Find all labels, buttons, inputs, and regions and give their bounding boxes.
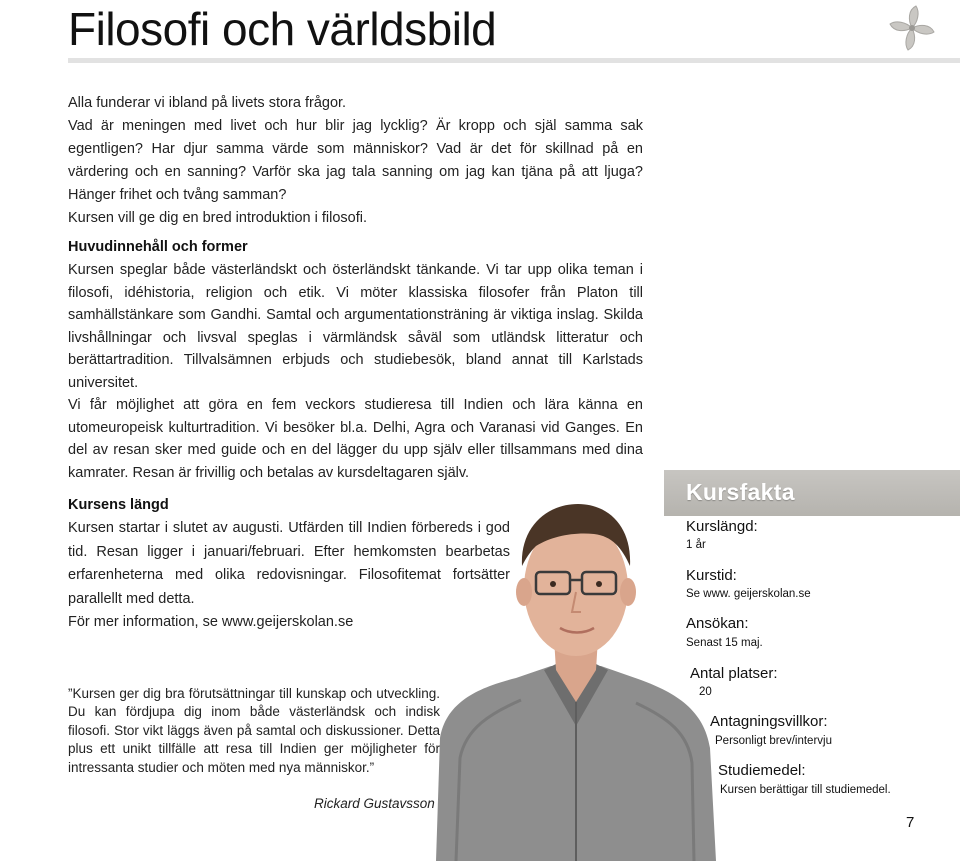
main-paragraph-2: Vi får möjlighet att göra en fem veckors studieresa till Indien och lära känna en utomeuropeisk kulturtradition. Vi besöker bl.a. Delhi, Agra och Varanasi vid Ganges. En del av resan sker med guide och en del lägger du upp själv eller tillsammans med dina kamrater. Resan är frivillig och betalas av kursdeltagaren själv. bbox=[68, 397, 643, 481]
fact-value-kurslangd: 1 år bbox=[686, 539, 706, 551]
intro-line-2: Vad är meningen med livet och hur blir jag lycklig? Är kropp och själ samma sak egentligen? Har djur samma värde som människor? Vad är det för skillnad på en värdering och en sanning? Varför ska jag tala sanning om jag kan tjäna på att ljuga? Hänger frihet och tvång samman? bbox=[68, 118, 643, 203]
section-main-content bbox=[68, 236, 643, 484]
kursfakta-title: Kursfakta bbox=[686, 479, 795, 505]
page-number: 7 bbox=[906, 814, 915, 831]
fact-label-studiemedel: Studiemedel: bbox=[718, 762, 806, 779]
title-divider bbox=[68, 58, 960, 63]
fact-value-kurstid: Se www. geijerskolan.se bbox=[686, 588, 811, 600]
quote-author: Rickard Gustavsson bbox=[314, 796, 435, 811]
fact-label-kurstid: Kurstid: bbox=[686, 567, 737, 584]
length-paragraph: Kursen startar i slutet av augusti. Utfärden till Indien förbereds i god tid. Resan ligger i januari/februari. Efter hemkomsten bearbetas erfarenheterna med olika redovisningar. Filosofitemat fortsätter parallellt med detta. bbox=[68, 520, 510, 607]
intro-line-3: Kursen vill ge dig en bred introduktion i filosofi. bbox=[68, 210, 368, 226]
more-info-text: För mer information, se www.geijerskolan.se bbox=[68, 614, 354, 630]
section-heading-length: Kursens längd bbox=[68, 497, 169, 513]
kursfakta-header bbox=[664, 470, 960, 516]
fact-label-antal-platser: Antal platser: bbox=[690, 665, 778, 682]
student-quote: ”Kursen ger dig bra förutsättningar till kunskap och utveckling. Du kan fördjupa dig inom både västerländsk och indisk filosofi. Stor vikt läggs även på samtal och diskussioner. Detta plus ett unikt tillfälle att resa till Indien ger möjligheter för intressanta studier och möten med nya människor.” bbox=[68, 686, 440, 775]
section-heading-main: Huvudinnehåll och former bbox=[68, 239, 248, 255]
fact-value-antal-platser: 20 bbox=[699, 686, 712, 698]
pinwheel-logo-icon bbox=[886, 2, 938, 54]
fact-label-antagningsvillkor: Antagningsvillkor: bbox=[710, 713, 828, 730]
fact-label-ansokan: Ansökan: bbox=[686, 615, 749, 632]
fact-value-studiemedel: Kursen berättigar till studiemedel. bbox=[720, 784, 891, 796]
fact-value-ansokan: Senast 15 maj. bbox=[686, 637, 763, 649]
student-portrait bbox=[436, 488, 716, 861]
intro-text bbox=[68, 92, 643, 230]
intro-line-1: Alla funderar vi ibland på livets stora frågor. bbox=[68, 95, 347, 111]
main-paragraph-1: Kursen speglar både västerländskt och österländskt tänkande. Vi tar upp olika teman i filosofi, idéhistoria, religion och etik. Vi möter klassiska filosofer från Platon till samhällstänkare som Gandhi. Samtal och argumentationsträning är viktiga inslag. Skilda livshållningar och livsval speglas i värmländsk såväl som utländsk litteratur och berättartradition. Tillvalsämnen erbjuds och studiebesök, bland annat till Karlstads universitet. bbox=[68, 262, 643, 391]
fact-label-kurslangd: Kurslängd: bbox=[686, 518, 758, 535]
fact-value-antagningsvillkor: Personligt brev/intervju bbox=[715, 735, 832, 747]
page-title: Filosofi och världsbild bbox=[68, 3, 497, 55]
